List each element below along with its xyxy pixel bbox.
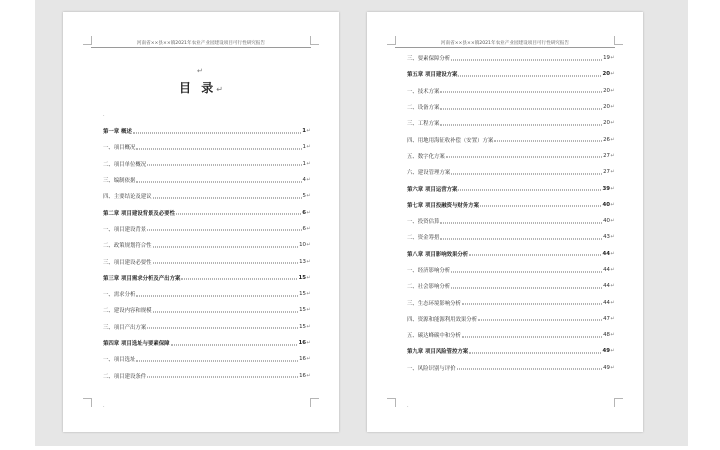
page-header-text: 河南省××县××镇2021年农业产业园建设项目可行性研究报告 — [440, 41, 570, 46]
toc-section-entry[interactable] — [407, 115, 615, 131]
toc-entry-page-number: 16 — [298, 340, 306, 346]
paragraph-mark-icon: ↵ — [610, 267, 615, 273]
toc-entry-label: 一、技术方案 — [407, 88, 440, 95]
toc-section-entry[interactable] — [407, 213, 615, 229]
toc-dot-leader — [440, 124, 602, 125]
header-rule — [395, 47, 615, 48]
toc-entry-label: 一、项目概况 — [103, 145, 136, 152]
toc-entry-label: 二、建设内容和规模 — [103, 308, 152, 315]
toc-entry-page-number: 20 — [603, 104, 610, 111]
toc-entry-page-number: 15 — [299, 291, 306, 298]
paragraph-mark-icon: ↵ — [610, 299, 615, 306]
toc-section-entry[interactable] — [103, 188, 311, 204]
toc-dot-leader — [462, 336, 602, 337]
toc-entry-page-number: 27 — [603, 169, 610, 176]
toc-entry-page-number: 49 — [603, 364, 610, 371]
toc-entry-page-number: 40 — [603, 218, 610, 225]
toc-dot-leader — [440, 222, 602, 223]
toc-section-entry[interactable] — [407, 229, 615, 245]
toc-dot-leader — [153, 246, 299, 247]
crop-mark-bottom-left — [83, 398, 92, 407]
toc-section-entry[interactable] — [103, 221, 311, 237]
paragraph-mark-icon: ↵ — [216, 85, 223, 94]
toc-entry-page-number: 5 — [302, 193, 306, 200]
toc-entry-label: 第七章 项目投融资与财务方案 — [407, 202, 479, 209]
paragraph-mark-icon: ↵ — [306, 340, 311, 346]
toc-entry-page-number: 39 — [602, 185, 610, 192]
crop-mark-top-left — [387, 36, 396, 45]
toc-chapter-entry[interactable] — [407, 180, 615, 196]
paragraph-mark-icon: ↵ — [610, 87, 615, 94]
toc-dot-leader — [147, 230, 301, 231]
toc-section-entry[interactable] — [407, 278, 615, 294]
toc-entry-label: 三、项目建设必要性 — [103, 259, 152, 266]
toc-dot-leader — [147, 328, 298, 329]
toc-entry-page-number: 16 — [299, 356, 306, 363]
paragraph-mark-icon: ↵ — [306, 323, 311, 330]
toc-section-entry[interactable] — [407, 131, 615, 147]
toc-entry-page-number: 44 — [602, 250, 610, 257]
crop-mark-bottom-right — [614, 398, 623, 407]
toc-entry-page-number: 27 — [603, 152, 610, 159]
toc-entry-page-number: 44 — [603, 267, 610, 273]
crop-mark-top-right — [614, 36, 623, 45]
toc-dot-leader — [457, 369, 603, 370]
toc-entry-label: 四、主要结论及建议 — [103, 194, 152, 201]
toc-dot-leader — [458, 190, 601, 191]
toc-entry-page-number: 44 — [603, 283, 610, 290]
toc-entry-label: 第五章 项目建设方案 — [407, 72, 458, 79]
toc-section-entry[interactable] — [103, 319, 311, 335]
toc-section-entry[interactable] — [103, 351, 311, 367]
toc-entry-label: 三、工程方案 — [407, 121, 440, 128]
toc-entry-page-number: 44 — [603, 299, 610, 306]
toc-dot-leader — [480, 206, 601, 207]
paragraph-mark-icon: ↵ — [610, 55, 615, 62]
toc-dot-leader — [451, 173, 602, 174]
paragraph-mark-icon: ↵ — [610, 364, 615, 371]
toc-section-entry[interactable] — [103, 302, 311, 318]
toc-entry-page-number: 15 — [298, 274, 306, 281]
toc-section-entry[interactable] — [103, 253, 311, 269]
toc-dot-leader — [440, 108, 602, 109]
paragraph-mark-icon: ↵ — [610, 104, 615, 111]
toc-entry-page-number: 40 — [602, 201, 610, 208]
toc-entry-label: 第九章 项目风险管控方案 — [407, 349, 469, 356]
paragraph-mark-icon: ↵ — [306, 144, 311, 151]
crop-mark-top-right — [310, 36, 319, 45]
toc-section-entry[interactable] — [407, 50, 615, 66]
paragraph-mark-icon: · — [407, 404, 409, 410]
paragraph-mark-icon: ↵ — [610, 169, 615, 176]
toc-section-entry[interactable] — [103, 286, 311, 302]
toc-dot-leader — [451, 59, 602, 60]
toc-entry-page-number: 20 — [603, 120, 610, 127]
paragraph-mark-icon: ↵ — [197, 67, 203, 75]
toc-entry-page-number: 20 — [603, 87, 610, 94]
paragraph-mark-icon: ↵ — [306, 242, 311, 249]
paragraph-mark-icon: ↵ — [610, 234, 615, 241]
paragraph-mark-icon: · — [103, 113, 105, 119]
toc-entry-label: 四、用地用海征收补偿（安置）方案 — [407, 137, 494, 144]
toc-chapter-entry[interactable] — [407, 246, 615, 262]
toc-entry-label: 二、资金筹措 — [407, 235, 440, 242]
paragraph-mark-icon: ↵ — [306, 193, 311, 200]
paragraph-mark-icon: ↵ — [610, 185, 615, 192]
toc-entry-label: 二、社会影响分析 — [407, 284, 451, 291]
toc-dot-leader — [181, 279, 297, 280]
toc-chapter-entry[interactable] — [103, 204, 311, 220]
paragraph-mark-icon: ↵ — [610, 201, 615, 208]
toc-entry-page-number: 47 — [603, 315, 610, 322]
toc-dot-leader — [440, 92, 602, 93]
toc-section-entry[interactable] — [407, 327, 615, 343]
crop-mark-bottom-left — [387, 398, 396, 407]
toc-dot-leader — [153, 197, 302, 198]
paragraph-mark-icon: ↵ — [306, 372, 311, 379]
toc-entry-label: 一、项目建设背景 — [103, 226, 147, 233]
paragraph-mark-icon: ↵ — [610, 136, 615, 143]
toc-section-entry[interactable] — [407, 262, 615, 278]
toc-section-entry[interactable] — [407, 83, 615, 99]
toc-entry-page-number: 13 — [299, 258, 306, 265]
toc-dot-leader — [136, 360, 298, 361]
toc-section-entry[interactable] — [103, 156, 311, 172]
toc-entry-page-number: 15 — [299, 307, 306, 314]
paragraph-mark-icon: ↵ — [610, 71, 615, 78]
toc-dot-leader — [451, 287, 602, 288]
toc-section-entry[interactable] — [407, 148, 615, 164]
toc-dot-leader — [469, 352, 601, 353]
toc-entry-page-number: 48 — [603, 332, 610, 339]
toc-entry-label: 二、项目建设条件 — [103, 373, 147, 380]
toc-entry-page-number: 1 — [302, 144, 306, 151]
toc-entry-label: 第四章 项目选址与要素保障 — [103, 341, 170, 347]
toc-entry-label: 一、投资估算 — [407, 219, 440, 226]
toc-entry-label: 一、需求分析 — [103, 292, 136, 299]
toc-section-entry[interactable] — [407, 360, 615, 376]
toc-dot-leader — [171, 344, 298, 345]
toc-section-entry[interactable] — [103, 367, 311, 383]
toc-list-left — [103, 123, 311, 384]
paragraph-mark-icon: ↵ — [306, 160, 311, 167]
toc-section-entry[interactable] — [407, 99, 615, 115]
toc-dot-leader — [451, 271, 602, 272]
toc-entry-page-number: 6 — [302, 209, 306, 216]
toc-dot-leader — [494, 141, 602, 142]
document-canvas[interactable] — [35, 0, 688, 446]
paragraph-mark-icon: ↵ — [306, 274, 311, 281]
toc-chapter-entry[interactable] — [407, 197, 615, 213]
toc-dot-leader — [136, 148, 301, 149]
toc-section-entry[interactable] — [103, 172, 311, 188]
toc-entry-label: 第二章 项目建设背景及必要性 — [103, 210, 175, 217]
paragraph-mark-icon: ↵ — [610, 348, 615, 355]
paragraph-mark-icon: ↵ — [306, 356, 311, 363]
toc-section-entry[interactable] — [407, 294, 615, 310]
paragraph-mark-icon: ↵ — [306, 258, 311, 265]
toc-dot-leader — [133, 132, 301, 133]
paragraph-mark-icon: ↵ — [610, 283, 615, 290]
toc-entry-label: 第一章 概述 — [103, 129, 132, 136]
toc-dot-leader — [446, 157, 602, 158]
toc-dot-leader — [478, 320, 602, 321]
toc-entry-label: 三、生态环境影响分析 — [407, 300, 461, 307]
paragraph-mark-icon: ↵ — [306, 177, 311, 184]
toc-entry-label: 一、项目选址 — [103, 357, 136, 364]
document-page-right[interactable] — [367, 12, 643, 432]
toc-entry-label: 六、建设管理方案 — [407, 170, 451, 177]
paragraph-mark-icon: ↵ — [610, 152, 615, 159]
toc-section-entry[interactable] — [407, 311, 615, 327]
paragraph-mark-icon: ↵ — [610, 250, 615, 257]
toc-entry-label: 二、设备方案 — [407, 105, 440, 112]
header-rule — [91, 47, 311, 48]
paragraph-mark-icon: ↵ — [610, 120, 615, 127]
toc-entry-page-number: 15 — [299, 323, 306, 330]
toc-entry-page-number: 6 — [302, 225, 306, 232]
toc-dot-leader — [136, 181, 301, 182]
toc-entry-page-number: 1 — [302, 160, 306, 167]
toc-chapter-entry[interactable] — [103, 335, 311, 351]
toc-dot-leader — [153, 311, 299, 312]
toc-entry-label: 第六章 项目运营方案 — [407, 186, 458, 193]
toc-section-entry[interactable] — [103, 237, 311, 253]
toc-entry-label: 二、政策规划符合性 — [103, 243, 152, 250]
toc-dot-leader — [458, 75, 601, 76]
crop-mark-top-left — [83, 36, 92, 45]
toc-entry-label: 三、编制依据 — [103, 178, 136, 185]
toc-entry-label: 第三章 项目需求分析及产出方案 — [103, 275, 181, 282]
toc-entry-label: 四、资源和能源利用效果分析 — [407, 316, 478, 323]
toc-entry-page-number: 43 — [603, 234, 610, 241]
toc-entry-page-number: 49 — [602, 348, 610, 355]
toc-chapter-entry[interactable] — [407, 66, 615, 82]
toc-dot-leader — [176, 214, 301, 215]
toc-dot-leader — [147, 377, 298, 378]
toc-entry-label: 五、碳达峰碳中和分析 — [407, 333, 461, 340]
toc-dot-leader — [469, 255, 601, 256]
paragraph-mark-icon: ↵ — [610, 315, 615, 322]
toc-entry-label: 一、风险识别与评价 — [407, 365, 456, 372]
paragraph-mark-icon: ↵ — [306, 128, 311, 135]
toc-title — [63, 79, 339, 96]
toc-chapter-entry[interactable] — [103, 123, 311, 139]
crop-mark-bottom-right — [310, 398, 319, 407]
paragraph-mark-icon: ↵ — [306, 209, 311, 216]
paragraph-mark-icon: ↵ — [610, 332, 615, 339]
toc-entry-page-number: 10 — [299, 242, 306, 249]
document-page-left[interactable] — [63, 12, 339, 432]
toc-entry-page-number: 16 — [299, 372, 306, 379]
toc-entry-label: 一、经济影响分析 — [407, 268, 451, 274]
paragraph-mark-icon: ↵ — [306, 225, 311, 232]
toc-section-entry[interactable] — [407, 164, 615, 180]
toc-entry-page-number: 26 — [603, 136, 610, 143]
paragraph-mark-icon: ↵ — [306, 291, 311, 298]
paragraph-mark-icon: ↵ — [610, 218, 615, 225]
toc-entry-page-number: 4 — [302, 177, 306, 184]
toc-entry-page-number: 20 — [602, 71, 610, 78]
toc-entry-label: 五、数字化方案 — [407, 153, 445, 160]
paragraph-mark-icon: ↵ — [306, 307, 311, 314]
paragraph-mark-icon: · — [103, 404, 105, 410]
toc-entry-page-number: 19 — [603, 55, 610, 62]
page-header-text: 河南省××县××镇2021年农业产业园建设项目可行性研究报告 — [136, 41, 266, 46]
toc-dot-leader — [462, 304, 602, 305]
toc-entry-label: 二、项目单位概况 — [103, 161, 147, 168]
toc-dot-leader — [147, 165, 301, 166]
toc-entry-page-number: 1 — [302, 128, 306, 135]
toc-entry-label: 第八章 项目影响效果分析 — [407, 251, 469, 258]
toc-title-text: 目 录 — [179, 81, 217, 95]
toc-chapter-entry[interactable] — [407, 343, 615, 359]
toc-chapter-entry[interactable] — [103, 270, 311, 286]
toc-entry-label: 三、要素保障分析 — [407, 56, 451, 63]
toc-list-right — [407, 50, 615, 376]
toc-dot-leader — [136, 295, 298, 296]
toc-dot-leader — [440, 238, 602, 239]
toc-dot-leader — [153, 263, 299, 264]
toc-entry-label: 三、项目产出方案 — [103, 324, 147, 331]
toc-section-entry[interactable] — [103, 139, 311, 155]
